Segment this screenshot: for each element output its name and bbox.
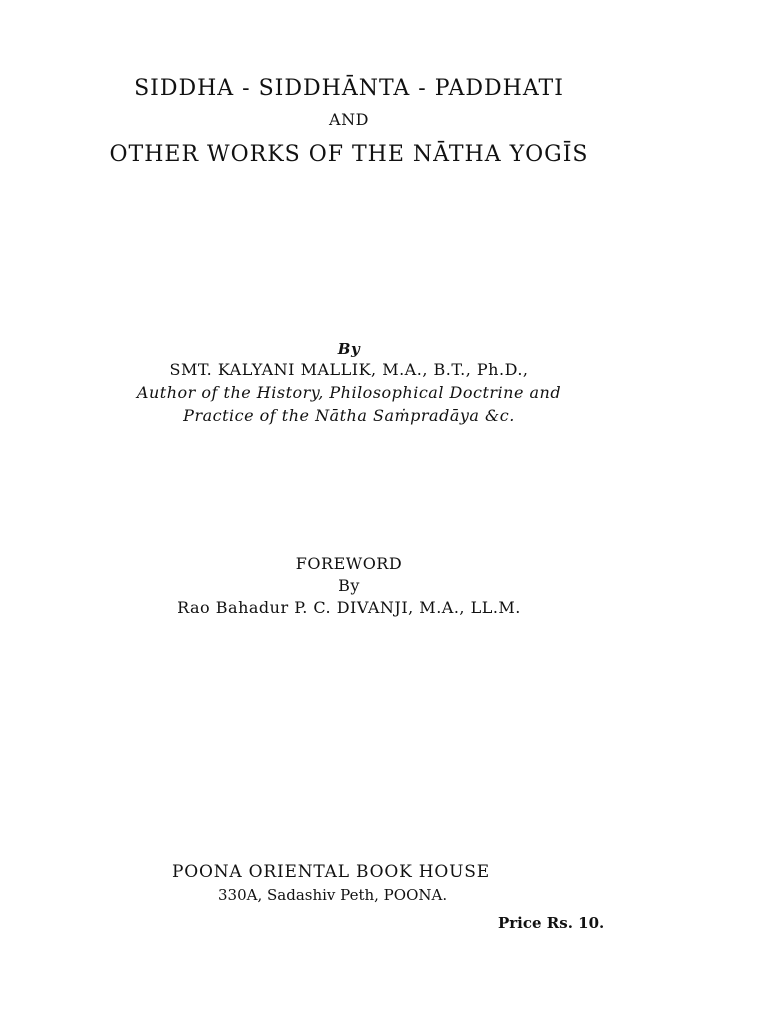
- foreword-author-name: Rao Bahadur P. C. DIVANJI, M.A., LL.M.: [177, 598, 521, 617]
- book-title-line-2: OTHER WORKS OF THE NĀTHA YOGĪS: [109, 142, 589, 167]
- foreword-by-label: By: [338, 576, 360, 595]
- publisher-name: POONA ORIENTAL BOOK HOUSE: [172, 862, 490, 882]
- publisher-address: 330A, Sadashiv Peth, POONA.: [218, 886, 448, 904]
- book-title-line-1: SIDDHA - SIDDHĀNTA - PADDHATI: [134, 76, 564, 101]
- foreword-heading: FOREWORD: [295, 554, 403, 573]
- author-credentials-line-1: Author of the History, Philosophical Doctrine and: [136, 383, 562, 402]
- author-name: SMT. KALYANI MALLIK, M.A., B.T., Ph.D.,: [169, 360, 529, 379]
- author-credentials-line-2: Practice of the Nātha Saṁpradāya &c.: [183, 406, 515, 425]
- author-by-label: By: [337, 340, 361, 358]
- book-price: Price Rs. 10.: [498, 914, 605, 932]
- book-title-conjunction: AND: [329, 110, 369, 129]
